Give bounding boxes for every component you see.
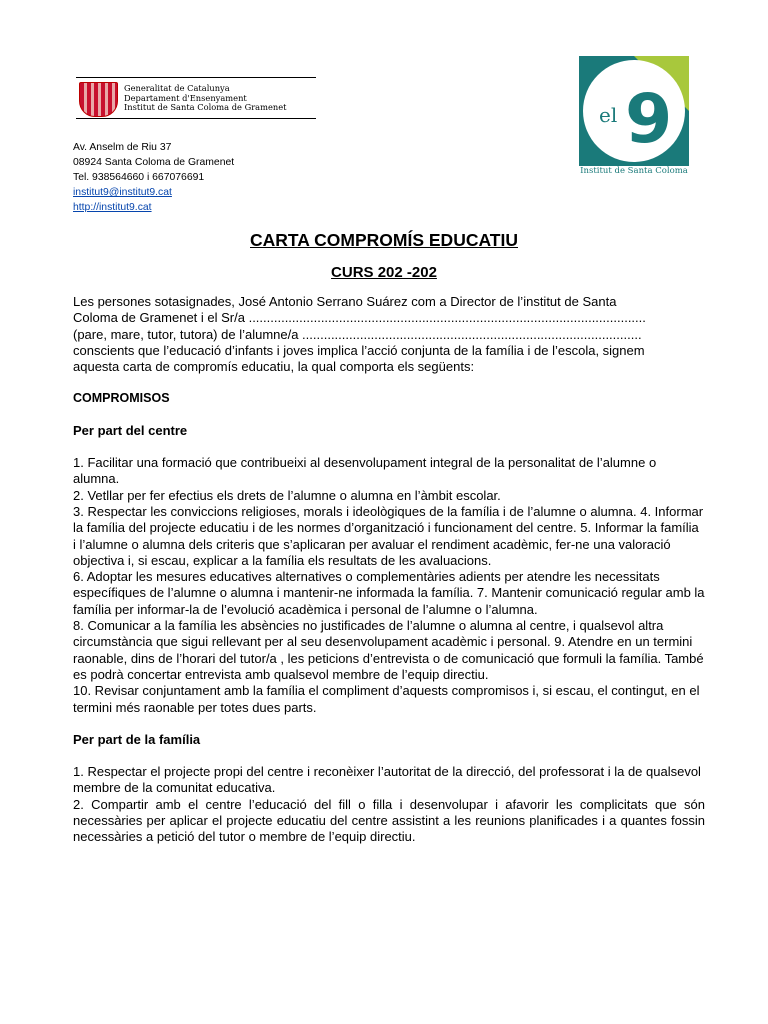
- address-city: 08924 Santa Coloma de Gramenet: [73, 157, 235, 168]
- intro-line: (pare, mare, tutor, tutora) de l’alumne/a ..............................................................................................: [73, 326, 642, 342]
- logo-el-text: el: [599, 103, 618, 127]
- intro-line: conscients que l’educació d’infants i joves implica l’acció conjunta de la família i de l’escola, signem: [73, 342, 645, 358]
- document-body: [73, 294, 705, 846]
- email-link[interactable]: institut9@institut9.cat: [73, 187, 172, 198]
- document-subtitle: CURS 202 -202: [331, 264, 437, 281]
- institution-line: Institut de Santa Coloma de Gramenet: [124, 102, 287, 112]
- familia-heading: Per part de la família: [73, 731, 201, 747]
- centre-item: 1. Facilitar una formació que contribueixi al desenvolupament integral de la personalitat de l’alumne o alumna.: [73, 455, 657, 487]
- logo-9-text: 9: [625, 80, 673, 159]
- generalitat-header: [76, 77, 316, 119]
- intro-line: aquesta carta de compromís educatiu, la qual comporta els següents:: [73, 359, 475, 375]
- intro-line: Coloma de Gramenet i el Sr/a ..............................................................................................................: [73, 310, 646, 326]
- institution-line: Generalitat de Catalunya: [124, 83, 230, 93]
- centre-item: 3. Respectar les conviccions religioses, morals i ideològiques de la família i de l’alumne o alumna. 4. Informar la família del projecte educatiu i de les normes d’organització i funcionament del centre. 5. Informar la família i l’alumne o alumna dels criteris que s’aplicaran per avaluar el rendiment acadèmic, fer-ne una valoració objectiva i, si escau, explicar a la família els resultats de les avaluacions.: [73, 503, 704, 568]
- institut9-logo: [579, 56, 689, 166]
- centre-item: 8. Comunicar a la família les absències no justificades de l’alumne o alumna al centre, i qualsevol altra circumstància que sigui rellevant per al seu desenvolupament acadèmic i personal. 9. Atendre en un termini raonable, dins de l’horari del tutor/a , les peticions d’entrevista o de comunicació que formuli la família. També es podrà concertar entrevista amb qualsevol membre de l’equip directiu.: [73, 618, 704, 682]
- address-street: Av. Anselm de Riu 37: [73, 142, 172, 153]
- generalitat-shield-icon: [79, 82, 118, 117]
- familia-item: 1. Respectar el projecte propi del centre i reconèixer l’autoritat de la direcció, del professorat i la de qualsevol membre de la comunitat educativa.: [73, 764, 701, 796]
- document-title: CARTA COMPROMÍS EDUCATIU: [250, 230, 518, 250]
- familia-item: 2. Compartir amb el centre l’educació del fill o filla i desenvolupar i afavorir les complicitats que són necessàries per aplicar el projecte educatiu del centre assistint a les reunions planificades i a quantes fossin necessàries a petició del tutor o membre de l’equip directiu.: [73, 796, 705, 845]
- centre-item: 6. Adoptar les mesures educatives alternatives o complementàries adients per atendre les necessitats específiques de l’alumne o alumna i mantenir-ne informada la família. 7. Mantenir comunicació regular amb la família per informar-la de l’evolució acadèmica i personal de l’alumne o l’alumna.: [73, 569, 705, 617]
- centre-item: 10. Revisar conjuntament amb la família el compliment d’aquests compromisos i, si escau, el contingut, en el termini més raonable per totes dues parts.: [73, 683, 700, 715]
- website-link[interactable]: http://institut9.cat: [73, 202, 152, 213]
- intro-line: Les persones sotasignades, José Antonio Serrano Suárez com a Director de l’institut de Santa: [73, 294, 617, 309]
- header-rule-top: [76, 77, 316, 78]
- header-rule-bottom: [76, 118, 316, 119]
- institution-line: Departament d'Ensenyament: [124, 92, 247, 103]
- address-phone: Tel. 938564660 i 667076691: [73, 172, 205, 183]
- institution-name: [124, 84, 286, 113]
- logo-caption: Institut de Santa Coloma: [580, 166, 688, 176]
- address-block: [73, 140, 234, 215]
- centre-heading: Per part del centre: [73, 422, 188, 438]
- compromisos-heading: COMPROMISOS: [73, 391, 170, 406]
- centre-item: 2. Vetllar per fer efectius els drets de l’alumne o alumna en l’àmbit escolar.: [73, 487, 501, 503]
